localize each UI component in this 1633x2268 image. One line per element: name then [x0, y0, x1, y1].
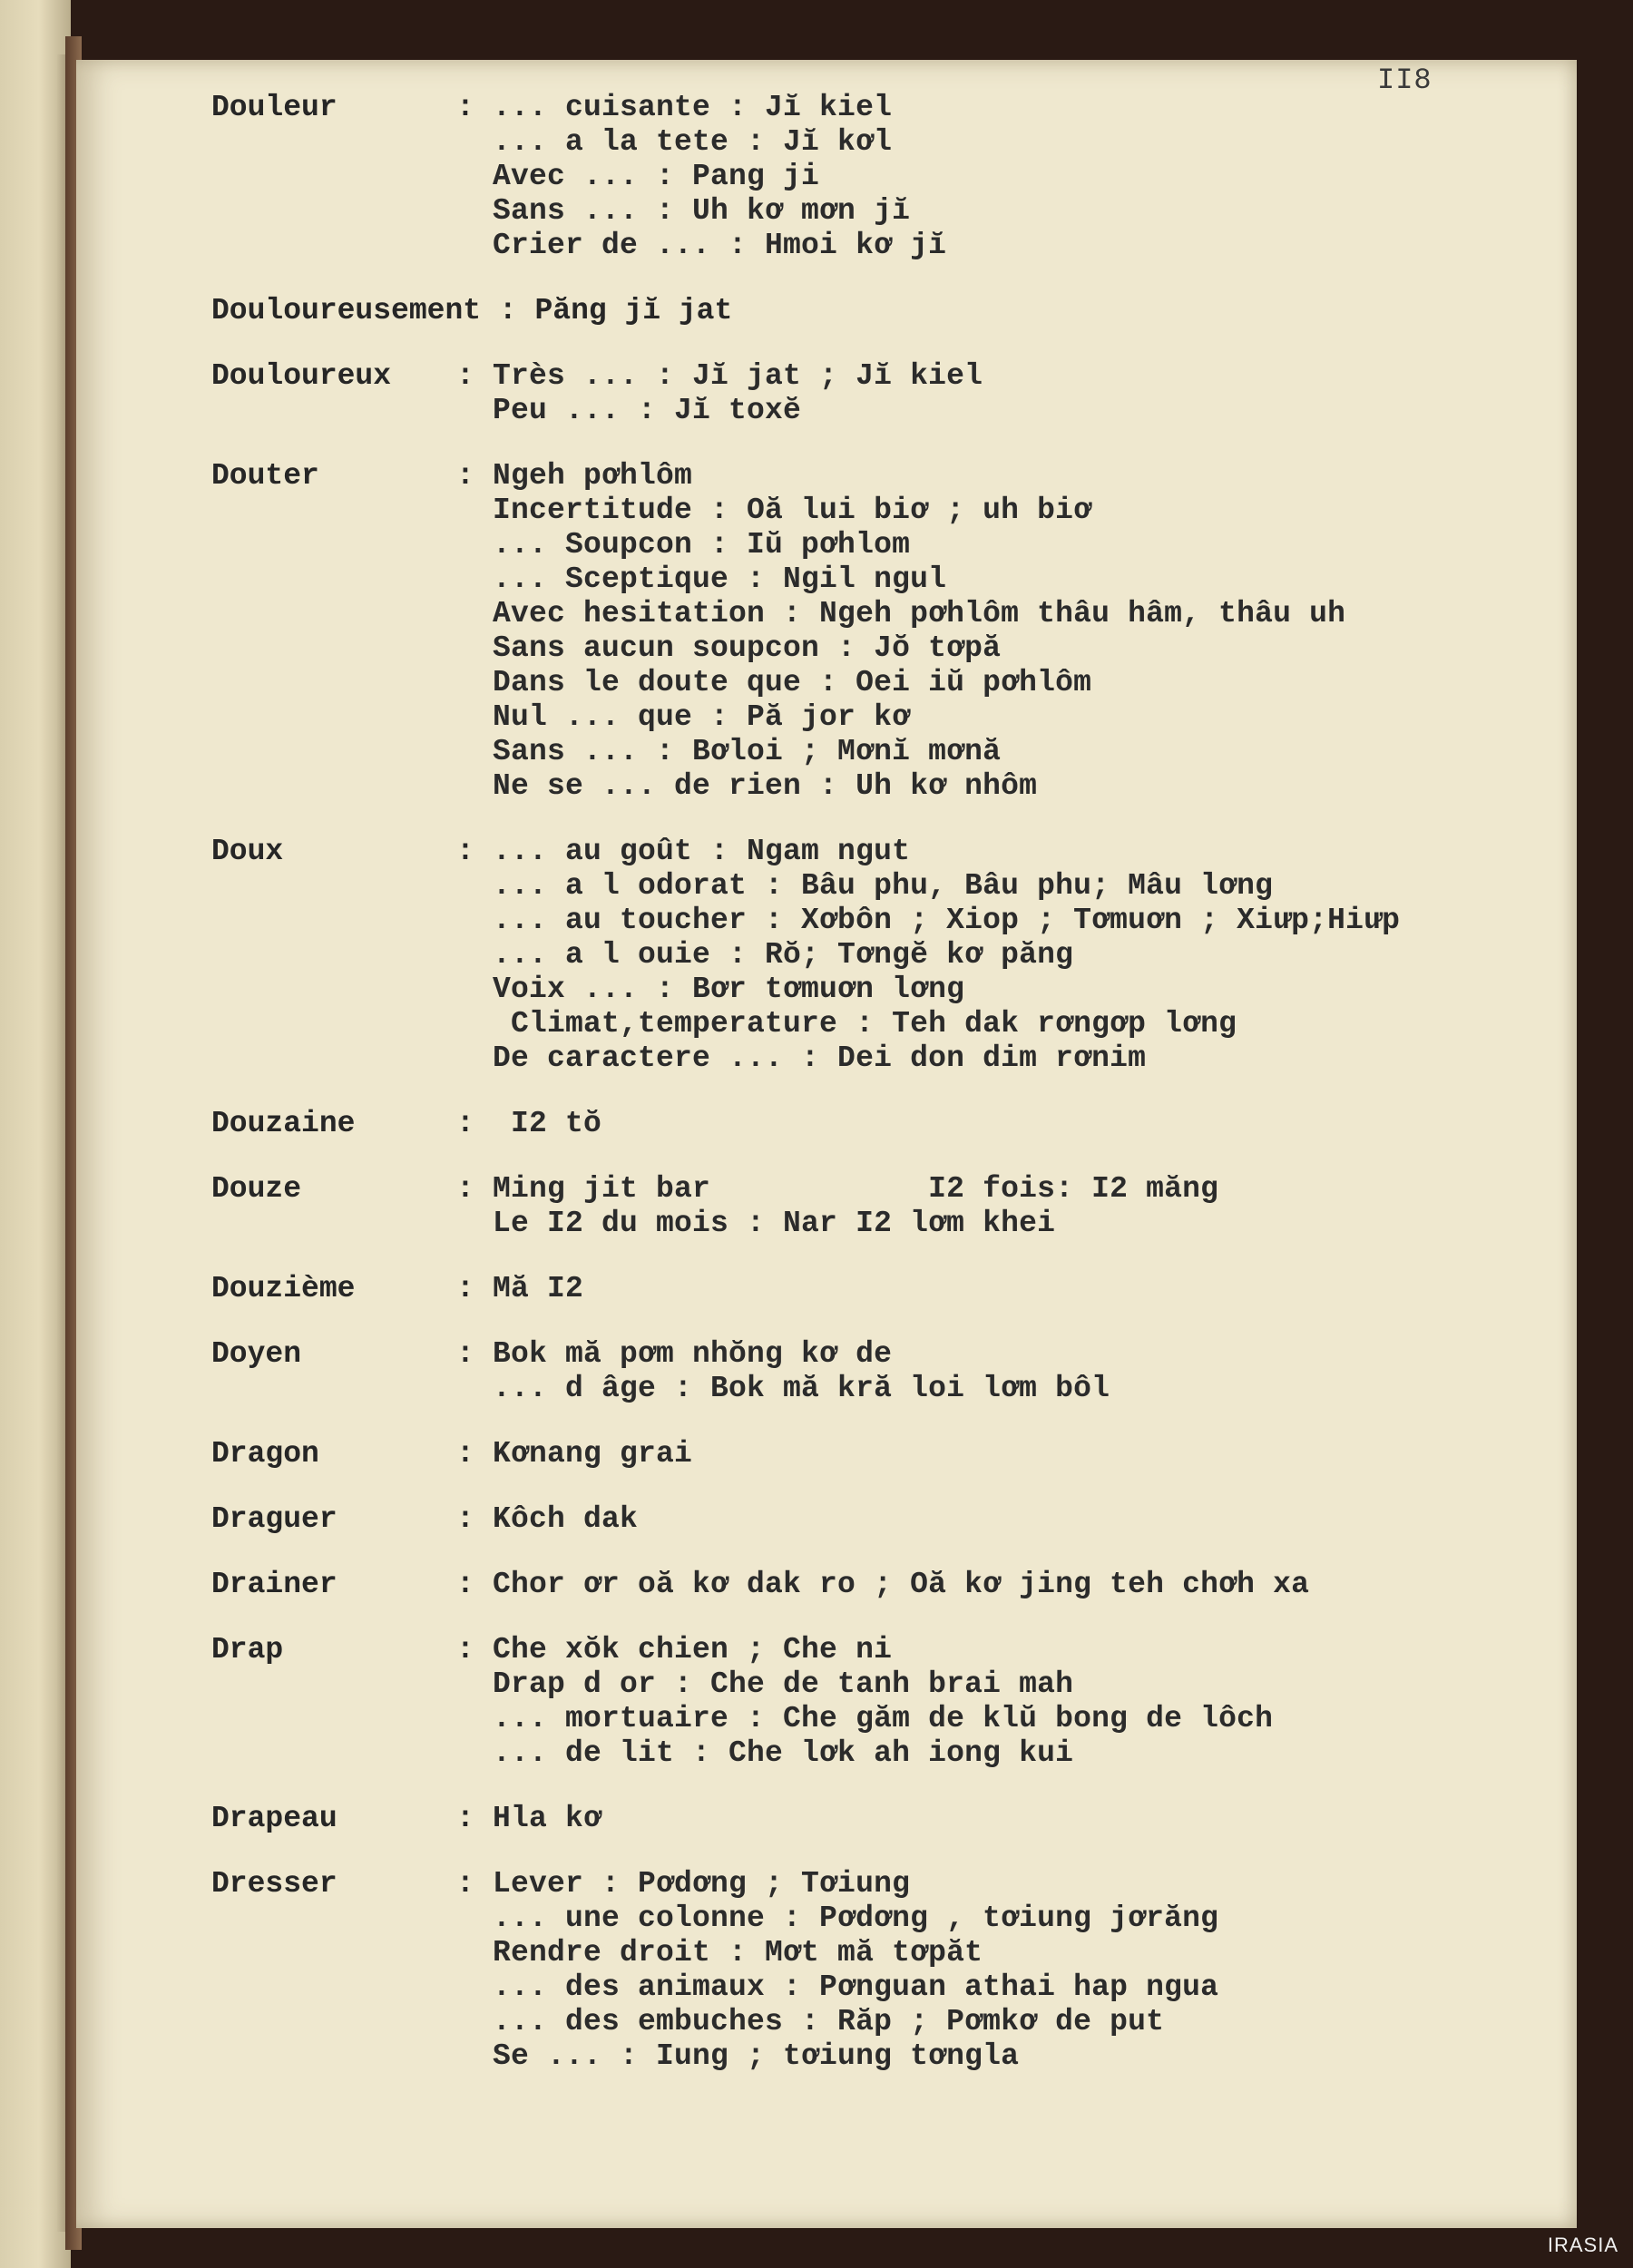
translation-line: Mă I2 [493, 1272, 584, 1305]
translation-line: Incertitude : Oă lui biơ ; uh biơ [493, 494, 1092, 527]
translation-line: Kôch dak [493, 1502, 639, 1536]
watermark: IRASIA [1547, 2234, 1618, 2256]
entry-douzieme [211, 1272, 1545, 1306]
headword: Drainer [211, 1568, 337, 1601]
entry-douze [211, 1172, 1545, 1241]
translation-line: ... a l ouie : Rŏ; Tơngĕ kơ păng [493, 938, 1074, 972]
separator-colon: : [456, 1867, 474, 1901]
headword: Dragon [211, 1437, 319, 1471]
headword: Douzième [211, 1272, 356, 1305]
translation-line: Se ... : Iung ; tơiung tơngla [493, 2039, 1020, 2073]
headword: Draguer [211, 1502, 337, 1536]
translation-line: I2 tŏ [493, 1107, 602, 1140]
headword: Drap [211, 1633, 284, 1667]
translation-line: De caractere ... : Dei don dim rơnim [493, 1041, 1147, 1075]
translation-line: ... des animaux : Pơnguan athai hap ngua [493, 1970, 1219, 2004]
headword: Douter [211, 459, 319, 493]
headword: Doyen [211, 1337, 302, 1371]
translation-line: ... Sceptique : Ngil ngul [493, 562, 947, 596]
translation-line: Chor ơr oă kơ dak ro ; Oă kơ jing teh chơh xa [493, 1568, 1310, 1601]
separator-colon: : [456, 459, 474, 493]
entry-douleur [211, 91, 1545, 263]
headword: Doux [211, 835, 284, 868]
headword: Dresser [211, 1867, 337, 1901]
headword: Drapeau [211, 1802, 337, 1835]
translation-line: Avec ... : Pang ji [493, 160, 820, 193]
separator-colon: : [456, 1633, 474, 1667]
translation-line: Crier de ... : Hmoi kơ jĭ [493, 229, 947, 262]
separator-colon: : [456, 1337, 474, 1371]
separator-colon: : [456, 1502, 474, 1536]
translation-line: Peu ... : Jĭ toxĕ [493, 394, 802, 427]
headword: Douze [211, 1172, 302, 1206]
separator-colon: : [456, 1802, 474, 1835]
separator-colon: : [456, 91, 474, 124]
entry-doyen [211, 1337, 1545, 1406]
translation-line: Dans le doute que : Oei iŭ pơhlôm [493, 666, 1092, 699]
entry-douloureux [211, 359, 1545, 428]
translation-line: ... a la tete : Jĭ kơl [493, 125, 893, 159]
separator-colon: : [456, 1568, 474, 1601]
translation-line: Très ... : Jĭ jat ; Jĭ kiel [493, 359, 983, 393]
translation-line: ... de lit : Che lơk ah iong kui [493, 1736, 1074, 1770]
headword: Douloureusement : Păng jĭ jat [211, 294, 733, 327]
entry-dragon [211, 1437, 1545, 1471]
entry-drainer [211, 1568, 1545, 1602]
translation-line: Sans ... : Bơloi ; Mơnĭ mơnă [493, 735, 1002, 768]
translation-line: ... a l odorat : Bâu phu, Bâu phu; Mâu lơng [493, 869, 1274, 903]
entry-draguer [211, 1502, 1545, 1537]
translation-line: ... au toucher : Xơbôn ; Xiop ; Tơmuơn ; Xiưp;Hiưp [493, 904, 1401, 937]
translation-line: ... au goût : Ngam ngut [493, 835, 911, 868]
translation-line: ... d âge : Bok mă kră loi lơm bôl [493, 1372, 1110, 1405]
separator-colon: : [456, 1437, 474, 1471]
separator-colon: : [456, 835, 474, 868]
translation-line: ... Soupcon : Iŭ pơhlom [493, 528, 911, 562]
translation-line: Kơnang grai [493, 1437, 693, 1471]
headword: Douleur [211, 91, 337, 124]
separator-colon: : [456, 1172, 474, 1206]
translation-line: Nul ... que : Pă jor kơ [493, 700, 911, 734]
translation-line: Le I2 du mois : Nar I2 lơm khei [493, 1207, 1056, 1240]
translation-line: Ngeh pơhlôm [493, 459, 693, 493]
headword: Douzaine [211, 1107, 356, 1140]
translation-line: Climat,temperature : Teh dak rơngơp lơng [493, 1007, 1237, 1041]
translation-line: ... mortuaire : Che găm de klŭ bong de lôch [493, 1702, 1274, 1735]
translation-line: Bok mă pơm nhŏng kơ de [493, 1337, 893, 1371]
translation-line: ... cuisante : Jĭ kiel [493, 91, 893, 124]
entry-dresser [211, 1867, 1545, 2074]
dictionary-entries [211, 91, 1545, 2074]
entry-doux [211, 835, 1545, 1076]
translation-line: Che xŏk chien ; Che ni [493, 1633, 893, 1667]
translation-line: Avec hesitation : Ngeh pơhlôm thâu hâm, thâu uh [493, 597, 1346, 631]
headword: Douloureux [211, 359, 392, 393]
page-number: II8 [1377, 64, 1433, 97]
entry-douzaine [211, 1107, 1545, 1141]
entry-drapeau [211, 1802, 1545, 1836]
translation-line: ... une colonne : Pơdơng , tơiung jơrăng [493, 1901, 1219, 1935]
entry-douter [211, 459, 1545, 804]
translation-line: Voix ... : Bơr tơmuơn lơng [493, 973, 965, 1006]
translation-line: Sans aucun soupcon : Jŏ tơpă [493, 631, 1002, 665]
entry-drap [211, 1633, 1545, 1771]
separator-colon: : [456, 1107, 474, 1140]
translation-line: ... des embuches : Răp ; Pơmkơ de put [493, 2005, 1165, 2038]
separator-colon: : [456, 1272, 474, 1305]
translation-line: Ming jit bar I2 fois: I2 măng [493, 1172, 1219, 1206]
translation-line: Sans ... : Uh kơ mơn jĭ [493, 194, 911, 228]
translation-line: Drap d or : Che de tanh brai mah [493, 1667, 1074, 1701]
translation-line: Hla kơ [493, 1802, 602, 1835]
translation-line: Ne se ... de rien : Uh kơ nhôm [493, 769, 1038, 803]
translation-line: Rendre droit : Mơt mă tơpăt [493, 1936, 983, 1970]
separator-colon: : [456, 359, 474, 393]
translation-line: Lever : Pơdơng ; Tơiung [493, 1867, 911, 1901]
entry-douloureusement [211, 294, 1545, 328]
